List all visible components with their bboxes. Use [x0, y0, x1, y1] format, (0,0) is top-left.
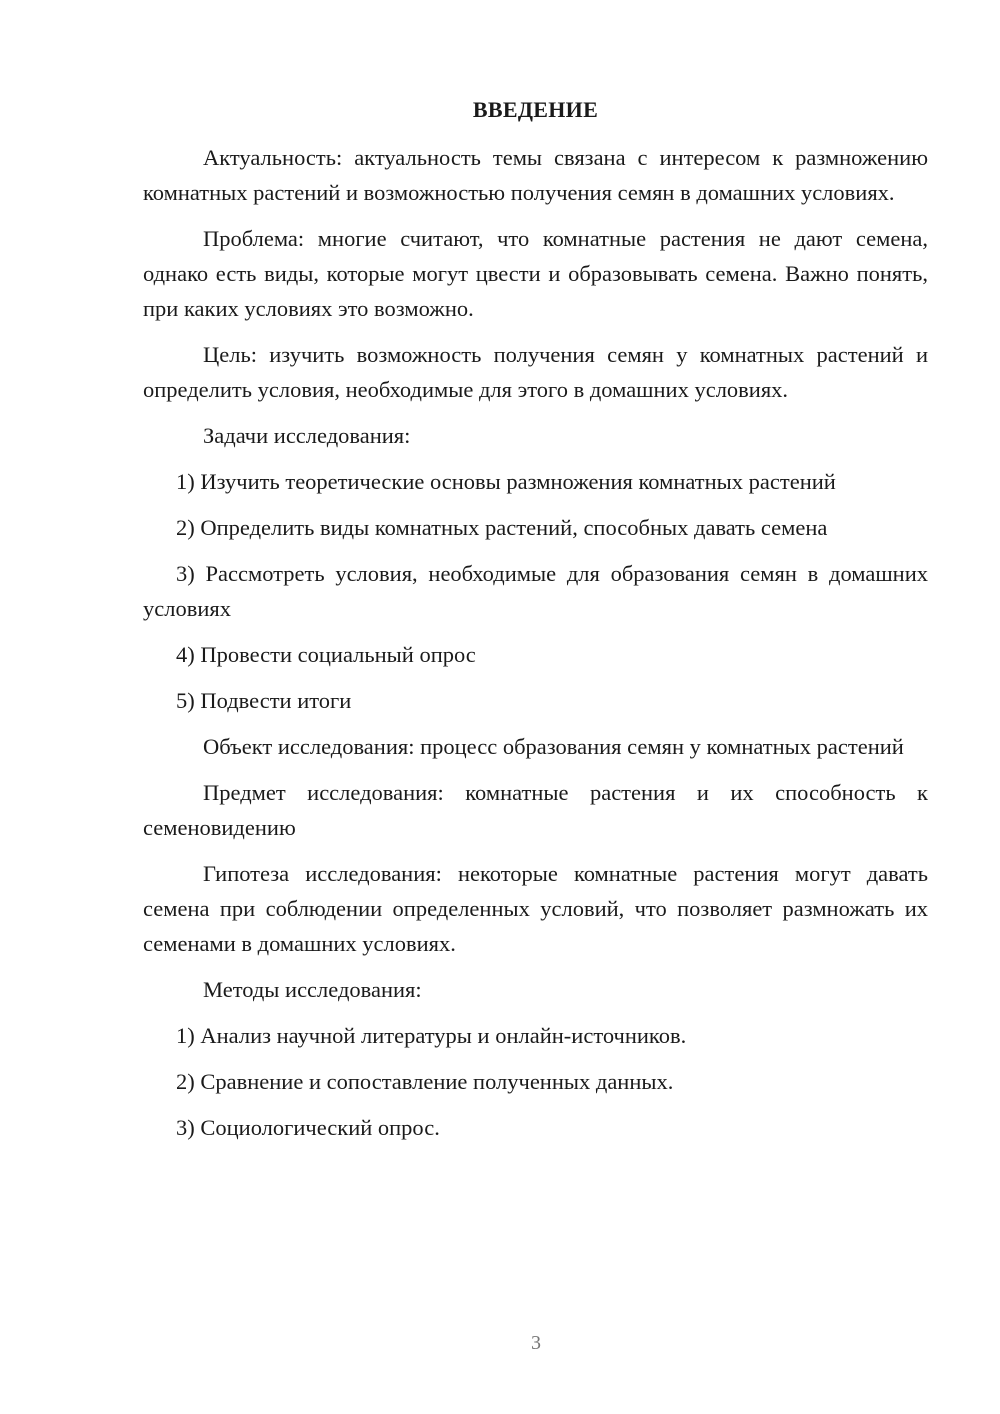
page-number: 3 [531, 1332, 541, 1354]
methods-heading: Методы исследования: [203, 977, 422, 1002]
method-item: 1) Анализ научной литературы и онлайн-источников. [176, 1023, 687, 1048]
method-item: 3) Социологический опрос. [176, 1115, 440, 1140]
paragraph-subject: Предмет исследования: комнатные растения и их способность к семеновидению [143, 780, 928, 840]
paragraph-goal: Цель: изучить возможность получения семян у комнатных растений и определить условия, необходимые для этого в домашних условиях. [143, 342, 928, 402]
task-item: 2) Определить виды комнатных растений, способных давать семена [176, 515, 828, 540]
task-item: 5) Подвести итоги [176, 688, 352, 713]
paragraph-relevance: Актуальность: актуальность темы связана с интересом к размножению комнатных растений и возможностью получения семян в домашних условиях. [143, 145, 928, 205]
task-item: 1) Изучить теоретические основы размножения комнатных растений [176, 469, 836, 494]
method-item: 2) Сравнение и сопоставление полученных данных. [176, 1069, 674, 1094]
paragraph-hypothesis: Гипотеза исследования: некоторые комнатные растения могут давать семена при соблюдении определенных условий, что позволяет размножать их семенами в домашних условиях. [143, 861, 928, 956]
task-item: 4) Провести социальный опрос [176, 642, 476, 667]
paragraph-problem: Проблема: многие считают, что комнатные растения не дают семена, однако есть виды, которые могут цвести и образовывать семена. Важно понять, при каких условиях это возможно. [143, 226, 928, 321]
page-content [143, 94, 928, 1156]
paragraph-object: Объект исследования: процесс образования семян у комнатных растений [203, 734, 904, 759]
tasks-heading: Задачи исследования: [203, 423, 411, 448]
task-item: 3) Рассмотреть условия, необходимые для образования семян в домашних условиях [143, 561, 928, 621]
page-title: ВВЕДЕНИЕ [472, 97, 599, 122]
